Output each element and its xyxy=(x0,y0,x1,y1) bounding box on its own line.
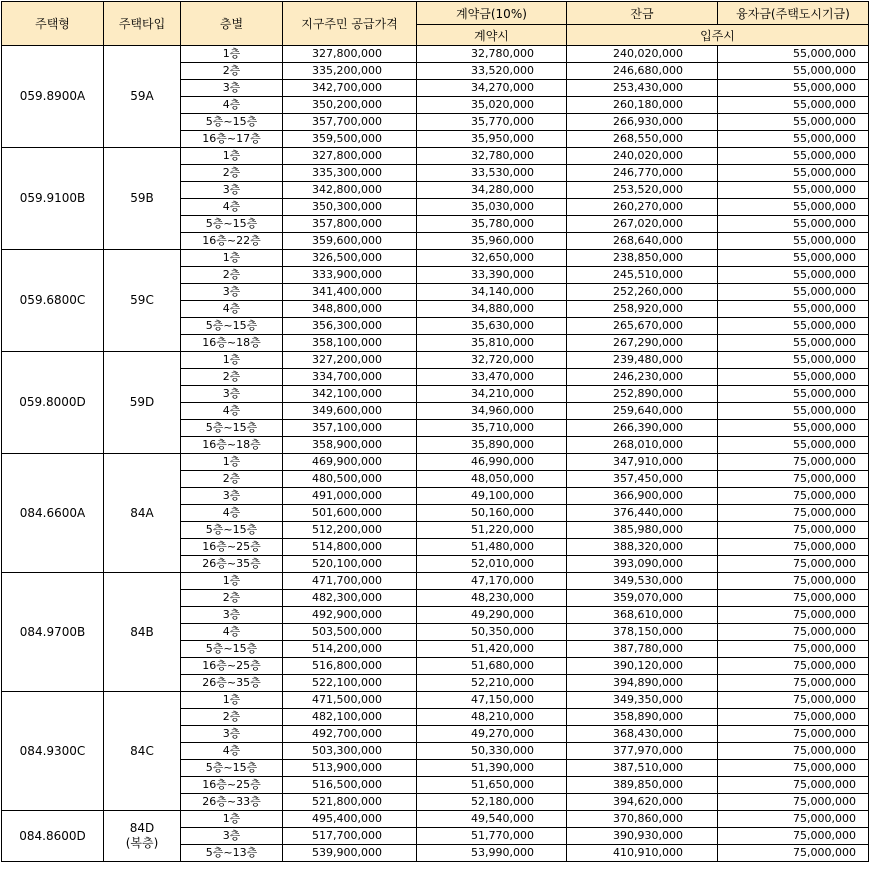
balance-cell: 253,430,000 xyxy=(567,80,718,97)
deposit-cell: 34,210,000 xyxy=(417,386,567,403)
floor-cell: 1층 xyxy=(181,148,283,165)
loan-cell: 55,000,000 xyxy=(718,233,869,250)
balance-cell: 385,980,000 xyxy=(567,522,718,539)
deposit-cell: 49,540,000 xyxy=(417,811,567,828)
supply-price-cell: 334,700,000 xyxy=(283,369,417,386)
deposit-cell: 34,270,000 xyxy=(417,80,567,97)
floor-cell: 26층~35층 xyxy=(181,675,283,692)
house-type-cell: 059.6800C xyxy=(2,250,104,352)
supply-price-cell: 335,300,000 xyxy=(283,165,417,182)
header-loan: 융자금(주택도시기금) xyxy=(718,2,869,25)
deposit-cell: 32,720,000 xyxy=(417,352,567,369)
loan-cell: 55,000,000 xyxy=(718,403,869,420)
supply-price-cell: 335,200,000 xyxy=(283,63,417,80)
floor-cell: 5층~15층 xyxy=(181,522,283,539)
loan-cell: 55,000,000 xyxy=(718,182,869,199)
loan-cell: 55,000,000 xyxy=(718,420,869,437)
house-type-code-label: 59D xyxy=(129,395,155,409)
deposit-cell: 52,010,000 xyxy=(417,556,567,573)
header-deposit-when: 계약시 xyxy=(417,25,567,46)
deposit-cell: 33,470,000 xyxy=(417,369,567,386)
balance-cell: 252,260,000 xyxy=(567,284,718,301)
deposit-cell: 50,350,000 xyxy=(417,624,567,641)
supply-price-cell: 521,800,000 xyxy=(283,794,417,811)
deposit-cell: 35,630,000 xyxy=(417,318,567,335)
floor-cell: 1층 xyxy=(181,811,283,828)
deposit-cell: 32,780,000 xyxy=(417,148,567,165)
house-type-cell: 084.6600A xyxy=(2,454,104,573)
balance-cell: 246,680,000 xyxy=(567,63,718,80)
deposit-cell: 46,990,000 xyxy=(417,454,567,471)
balance-cell: 253,520,000 xyxy=(567,182,718,199)
balance-cell: 258,920,000 xyxy=(567,301,718,318)
loan-cell: 75,000,000 xyxy=(718,709,869,726)
loan-cell: 75,000,000 xyxy=(718,641,869,658)
balance-cell: 349,350,000 xyxy=(567,692,718,709)
deposit-cell: 52,180,000 xyxy=(417,794,567,811)
loan-cell: 55,000,000 xyxy=(718,216,869,233)
floor-cell: 1층 xyxy=(181,573,283,590)
header-house-type-code: 주택타입 xyxy=(104,2,181,46)
house-type-code-label: 84D xyxy=(129,821,155,835)
loan-cell: 55,000,000 xyxy=(718,250,869,267)
balance-cell: 238,850,000 xyxy=(567,250,718,267)
supply-price-cell: 357,700,000 xyxy=(283,114,417,131)
loan-cell: 75,000,000 xyxy=(718,522,869,539)
supply-price-cell: 522,100,000 xyxy=(283,675,417,692)
house-type-code-cell xyxy=(104,811,181,862)
floor-cell: 5층~15층 xyxy=(181,420,283,437)
house-type-cell: 059.9100B xyxy=(2,148,104,250)
floor-cell: 16층~17층 xyxy=(181,131,283,148)
supply-price-cell: 495,400,000 xyxy=(283,811,417,828)
floor-cell: 16층~22층 xyxy=(181,233,283,250)
deposit-cell: 51,680,000 xyxy=(417,658,567,675)
supply-price-cell: 520,100,000 xyxy=(283,556,417,573)
loan-cell: 75,000,000 xyxy=(718,471,869,488)
header-balance-when: 입주시 xyxy=(567,25,869,46)
header-balance: 잔금 xyxy=(567,2,718,25)
supply-price-cell: 503,300,000 xyxy=(283,743,417,760)
supply-price-cell: 469,900,000 xyxy=(283,454,417,471)
floor-cell: 3층 xyxy=(181,488,283,505)
supply-price-cell: 513,900,000 xyxy=(283,760,417,777)
balance-cell: 260,180,000 xyxy=(567,97,718,114)
supply-price-cell: 342,700,000 xyxy=(283,80,417,97)
deposit-cell: 35,770,000 xyxy=(417,114,567,131)
balance-cell: 390,120,000 xyxy=(567,658,718,675)
loan-cell: 75,000,000 xyxy=(718,590,869,607)
deposit-cell: 51,650,000 xyxy=(417,777,567,794)
house-type-code-cell xyxy=(104,250,181,352)
balance-cell: 267,020,000 xyxy=(567,216,718,233)
table-row xyxy=(2,46,869,63)
deposit-cell: 51,770,000 xyxy=(417,828,567,845)
floor-cell: 3층 xyxy=(181,80,283,97)
house-type-code-label: 59B xyxy=(130,191,154,205)
balance-cell: 410,910,000 xyxy=(567,845,718,862)
deposit-cell: 49,270,000 xyxy=(417,726,567,743)
floor-cell: 16층~25층 xyxy=(181,539,283,556)
floor-cell: 4층 xyxy=(181,199,283,216)
table-row xyxy=(2,148,869,165)
deposit-cell: 34,140,000 xyxy=(417,284,567,301)
supply-price-cell: 482,100,000 xyxy=(283,709,417,726)
deposit-cell: 51,220,000 xyxy=(417,522,567,539)
deposit-cell: 32,650,000 xyxy=(417,250,567,267)
loan-cell: 75,000,000 xyxy=(718,845,869,862)
supply-price-cell: 357,100,000 xyxy=(283,420,417,437)
loan-cell: 75,000,000 xyxy=(718,624,869,641)
deposit-cell: 35,020,000 xyxy=(417,97,567,114)
loan-cell: 75,000,000 xyxy=(718,794,869,811)
supply-price-cell: 327,800,000 xyxy=(283,46,417,63)
balance-cell: 260,270,000 xyxy=(567,199,718,216)
deposit-cell: 53,990,000 xyxy=(417,845,567,862)
balance-cell: 240,020,000 xyxy=(567,46,718,63)
loan-cell: 75,000,000 xyxy=(718,488,869,505)
house-type-code-label: 84B xyxy=(130,624,154,639)
table-row xyxy=(2,573,869,590)
balance-cell: 246,770,000 xyxy=(567,165,718,182)
table-header xyxy=(2,2,869,46)
deposit-cell: 34,880,000 xyxy=(417,301,567,318)
house-type-code-label: 59A xyxy=(130,89,154,103)
loan-cell: 55,000,000 xyxy=(718,63,869,80)
deposit-cell: 50,330,000 xyxy=(417,743,567,760)
balance-cell: 240,020,000 xyxy=(567,148,718,165)
balance-cell: 245,510,000 xyxy=(567,267,718,284)
supply-price-cell: 342,800,000 xyxy=(283,182,417,199)
loan-cell: 75,000,000 xyxy=(718,505,869,522)
floor-cell: 26층~33층 xyxy=(181,794,283,811)
supply-price-cell: 358,900,000 xyxy=(283,437,417,454)
balance-cell: 377,970,000 xyxy=(567,743,718,760)
floor-cell: 2층 xyxy=(181,165,283,182)
loan-cell: 55,000,000 xyxy=(718,284,869,301)
loan-cell: 75,000,000 xyxy=(718,692,869,709)
supply-price-cell: 492,900,000 xyxy=(283,607,417,624)
deposit-cell: 35,810,000 xyxy=(417,335,567,352)
deposit-cell: 47,170,000 xyxy=(417,573,567,590)
header-supply-price: 지구주민 공급가격 xyxy=(283,2,417,46)
house-type-code-cell xyxy=(104,46,181,148)
supply-price-cell: 349,600,000 xyxy=(283,403,417,420)
floor-cell: 4층 xyxy=(181,624,283,641)
supply-price-cell: 348,800,000 xyxy=(283,301,417,318)
floor-cell: 1층 xyxy=(181,250,283,267)
deposit-cell: 33,390,000 xyxy=(417,267,567,284)
loan-cell: 75,000,000 xyxy=(718,658,869,675)
floor-cell: 3층 xyxy=(181,284,283,301)
supply-price-cell: 514,800,000 xyxy=(283,539,417,556)
balance-cell: 376,440,000 xyxy=(567,505,718,522)
supply-price-cell: 342,100,000 xyxy=(283,386,417,403)
floor-cell: 1층 xyxy=(181,352,283,369)
supply-price-cell: 514,200,000 xyxy=(283,641,417,658)
table-row xyxy=(2,352,869,369)
loan-cell: 75,000,000 xyxy=(718,607,869,624)
loan-cell: 75,000,000 xyxy=(718,573,869,590)
supply-price-cell: 512,200,000 xyxy=(283,522,417,539)
supply-price-cell: 471,500,000 xyxy=(283,692,417,709)
house-type-code-cell xyxy=(104,148,181,250)
deposit-cell: 35,950,000 xyxy=(417,131,567,148)
floor-cell: 2층 xyxy=(181,590,283,607)
balance-cell: 268,010,000 xyxy=(567,437,718,454)
deposit-cell: 33,520,000 xyxy=(417,63,567,80)
balance-cell: 394,620,000 xyxy=(567,794,718,811)
balance-cell: 347,910,000 xyxy=(567,454,718,471)
floor-cell: 5층~13층 xyxy=(181,845,283,862)
loan-cell: 75,000,000 xyxy=(718,675,869,692)
balance-cell: 357,450,000 xyxy=(567,471,718,488)
supply-price-cell: 492,700,000 xyxy=(283,726,417,743)
house-type-code-cell xyxy=(104,692,181,811)
balance-cell: 370,860,000 xyxy=(567,811,718,828)
deposit-cell: 35,030,000 xyxy=(417,199,567,216)
loan-cell: 55,000,000 xyxy=(718,46,869,63)
loan-cell: 55,000,000 xyxy=(718,437,869,454)
deposit-cell: 51,480,000 xyxy=(417,539,567,556)
loan-cell: 55,000,000 xyxy=(718,335,869,352)
loan-cell: 75,000,000 xyxy=(718,811,869,828)
balance-cell: 368,430,000 xyxy=(567,726,718,743)
balance-cell: 266,930,000 xyxy=(567,114,718,131)
balance-cell: 390,930,000 xyxy=(567,828,718,845)
header-deposit: 계약금(10%) xyxy=(417,2,567,25)
house-type-cell: 059.8000D xyxy=(2,352,104,454)
loan-cell: 75,000,000 xyxy=(718,760,869,777)
deposit-cell: 52,210,000 xyxy=(417,675,567,692)
balance-cell: 387,510,000 xyxy=(567,760,718,777)
balance-cell: 394,890,000 xyxy=(567,675,718,692)
floor-cell: 2층 xyxy=(181,369,283,386)
supply-price-cell: 327,200,000 xyxy=(283,352,417,369)
deposit-cell: 49,290,000 xyxy=(417,607,567,624)
balance-cell: 266,390,000 xyxy=(567,420,718,437)
supply-price-cell: 326,500,000 xyxy=(283,250,417,267)
table-row xyxy=(2,811,869,828)
supply-price-cell: 341,400,000 xyxy=(283,284,417,301)
floor-cell: 3층 xyxy=(181,726,283,743)
house-type-cell: 084.8600D xyxy=(2,811,104,862)
loan-cell: 55,000,000 xyxy=(718,199,869,216)
loan-cell: 55,000,000 xyxy=(718,148,869,165)
house-type-cell: 059.8900A xyxy=(2,46,104,148)
loan-cell: 55,000,000 xyxy=(718,369,869,386)
loan-cell: 55,000,000 xyxy=(718,267,869,284)
deposit-cell: 35,890,000 xyxy=(417,437,567,454)
loan-cell: 55,000,000 xyxy=(718,80,869,97)
floor-cell: 4층 xyxy=(181,301,283,318)
supply-price-cell: 491,000,000 xyxy=(283,488,417,505)
loan-cell: 75,000,000 xyxy=(718,828,869,845)
balance-cell: 366,900,000 xyxy=(567,488,718,505)
table-body xyxy=(2,46,869,862)
floor-cell: 16층~18층 xyxy=(181,437,283,454)
floor-cell: 16층~18층 xyxy=(181,335,283,352)
deposit-cell: 48,230,000 xyxy=(417,590,567,607)
balance-cell: 246,230,000 xyxy=(567,369,718,386)
supply-price-cell: 471,700,000 xyxy=(283,573,417,590)
loan-cell: 75,000,000 xyxy=(718,743,869,760)
loan-cell: 55,000,000 xyxy=(718,386,869,403)
loan-cell: 55,000,000 xyxy=(718,97,869,114)
table-row xyxy=(2,692,869,709)
balance-cell: 259,640,000 xyxy=(567,403,718,420)
floor-cell: 5층~15층 xyxy=(181,216,283,233)
floor-cell: 16층~25층 xyxy=(181,658,283,675)
supply-price-cell: 357,800,000 xyxy=(283,216,417,233)
supply-price-cell: 517,700,000 xyxy=(283,828,417,845)
balance-cell: 252,890,000 xyxy=(567,386,718,403)
price-table xyxy=(1,1,869,862)
floor-cell: 5층~15층 xyxy=(181,114,283,131)
floor-cell: 2층 xyxy=(181,63,283,80)
deposit-cell: 35,960,000 xyxy=(417,233,567,250)
house-type-cell: 084.9700B xyxy=(2,573,104,692)
balance-cell: 349,530,000 xyxy=(567,573,718,590)
table-row xyxy=(2,454,869,471)
header-house-type: 주택형 xyxy=(2,2,104,46)
house-type-code-cell xyxy=(104,352,181,454)
balance-cell: 393,090,000 xyxy=(567,556,718,573)
floor-cell: 2층 xyxy=(181,709,283,726)
deposit-cell: 48,210,000 xyxy=(417,709,567,726)
floor-cell: 3층 xyxy=(181,828,283,845)
loan-cell: 75,000,000 xyxy=(718,556,869,573)
supply-price-cell: 516,800,000 xyxy=(283,658,417,675)
floor-cell: 4층 xyxy=(181,97,283,114)
floor-cell: 2층 xyxy=(181,471,283,488)
balance-cell: 239,480,000 xyxy=(567,352,718,369)
deposit-cell: 34,960,000 xyxy=(417,403,567,420)
supply-price-cell: 358,100,000 xyxy=(283,335,417,352)
loan-cell: 55,000,000 xyxy=(718,131,869,148)
floor-cell: 5층~15층 xyxy=(181,318,283,335)
loan-cell: 55,000,000 xyxy=(718,114,869,131)
loan-cell: 75,000,000 xyxy=(718,726,869,743)
balance-cell: 368,610,000 xyxy=(567,607,718,624)
house-type-code-label: 59C xyxy=(130,293,154,307)
deposit-cell: 50,160,000 xyxy=(417,505,567,522)
balance-cell: 358,890,000 xyxy=(567,709,718,726)
house-type-code-sublabel: (복층) xyxy=(125,836,159,850)
house-type-code-cell xyxy=(104,573,181,692)
balance-cell: 389,850,000 xyxy=(567,777,718,794)
supply-price-cell: 327,800,000 xyxy=(283,148,417,165)
balance-cell: 388,320,000 xyxy=(567,539,718,556)
deposit-cell: 35,780,000 xyxy=(417,216,567,233)
floor-cell: 5층~15층 xyxy=(181,760,283,777)
loan-cell: 75,000,000 xyxy=(718,777,869,794)
deposit-cell: 51,390,000 xyxy=(417,760,567,777)
deposit-cell: 51,420,000 xyxy=(417,641,567,658)
deposit-cell: 32,780,000 xyxy=(417,46,567,63)
floor-cell: 3층 xyxy=(181,607,283,624)
balance-cell: 378,150,000 xyxy=(567,624,718,641)
table-row xyxy=(2,250,869,267)
supply-price-cell: 501,600,000 xyxy=(283,505,417,522)
supply-price-cell: 333,900,000 xyxy=(283,267,417,284)
deposit-cell: 33,530,000 xyxy=(417,165,567,182)
balance-cell: 268,550,000 xyxy=(567,131,718,148)
floor-cell: 26층~35층 xyxy=(181,556,283,573)
supply-price-cell: 482,300,000 xyxy=(283,590,417,607)
floor-cell: 1층 xyxy=(181,692,283,709)
deposit-cell: 35,710,000 xyxy=(417,420,567,437)
balance-cell: 267,290,000 xyxy=(567,335,718,352)
balance-cell: 387,780,000 xyxy=(567,641,718,658)
loan-cell: 75,000,000 xyxy=(718,539,869,556)
header-floor: 층별 xyxy=(181,2,283,46)
deposit-cell: 47,150,000 xyxy=(417,692,567,709)
deposit-cell: 48,050,000 xyxy=(417,471,567,488)
floor-cell: 4층 xyxy=(181,403,283,420)
balance-cell: 359,070,000 xyxy=(567,590,718,607)
floor-cell: 1층 xyxy=(181,46,283,63)
floor-cell: 1층 xyxy=(181,454,283,471)
floor-cell: 3층 xyxy=(181,182,283,199)
supply-price-cell: 350,200,000 xyxy=(283,97,417,114)
floor-cell: 3층 xyxy=(181,386,283,403)
supply-price-cell: 350,300,000 xyxy=(283,199,417,216)
floor-cell: 2층 xyxy=(181,267,283,284)
balance-cell: 268,640,000 xyxy=(567,233,718,250)
loan-cell: 75,000,000 xyxy=(718,454,869,471)
loan-cell: 55,000,000 xyxy=(718,352,869,369)
floor-cell: 16층~25층 xyxy=(181,777,283,794)
deposit-cell: 49,100,000 xyxy=(417,488,567,505)
loan-cell: 55,000,000 xyxy=(718,165,869,182)
balance-cell: 265,670,000 xyxy=(567,318,718,335)
floor-cell: 4층 xyxy=(181,505,283,522)
house-type-code-label: 84A xyxy=(130,505,154,520)
loan-cell: 55,000,000 xyxy=(718,318,869,335)
floor-cell: 4층 xyxy=(181,743,283,760)
house-type-code-cell xyxy=(104,454,181,573)
supply-price-cell: 359,500,000 xyxy=(283,131,417,148)
loan-cell: 55,000,000 xyxy=(718,301,869,318)
supply-price-cell: 480,500,000 xyxy=(283,471,417,488)
house-type-cell: 084.9300C xyxy=(2,692,104,811)
supply-price-cell: 356,300,000 xyxy=(283,318,417,335)
supply-price-cell: 359,600,000 xyxy=(283,233,417,250)
supply-price-cell: 503,500,000 xyxy=(283,624,417,641)
house-type-code-label: 84C xyxy=(130,743,154,758)
floor-cell: 5층~15층 xyxy=(181,641,283,658)
supply-price-cell: 539,900,000 xyxy=(283,845,417,862)
deposit-cell: 34,280,000 xyxy=(417,182,567,199)
supply-price-cell: 516,500,000 xyxy=(283,777,417,794)
